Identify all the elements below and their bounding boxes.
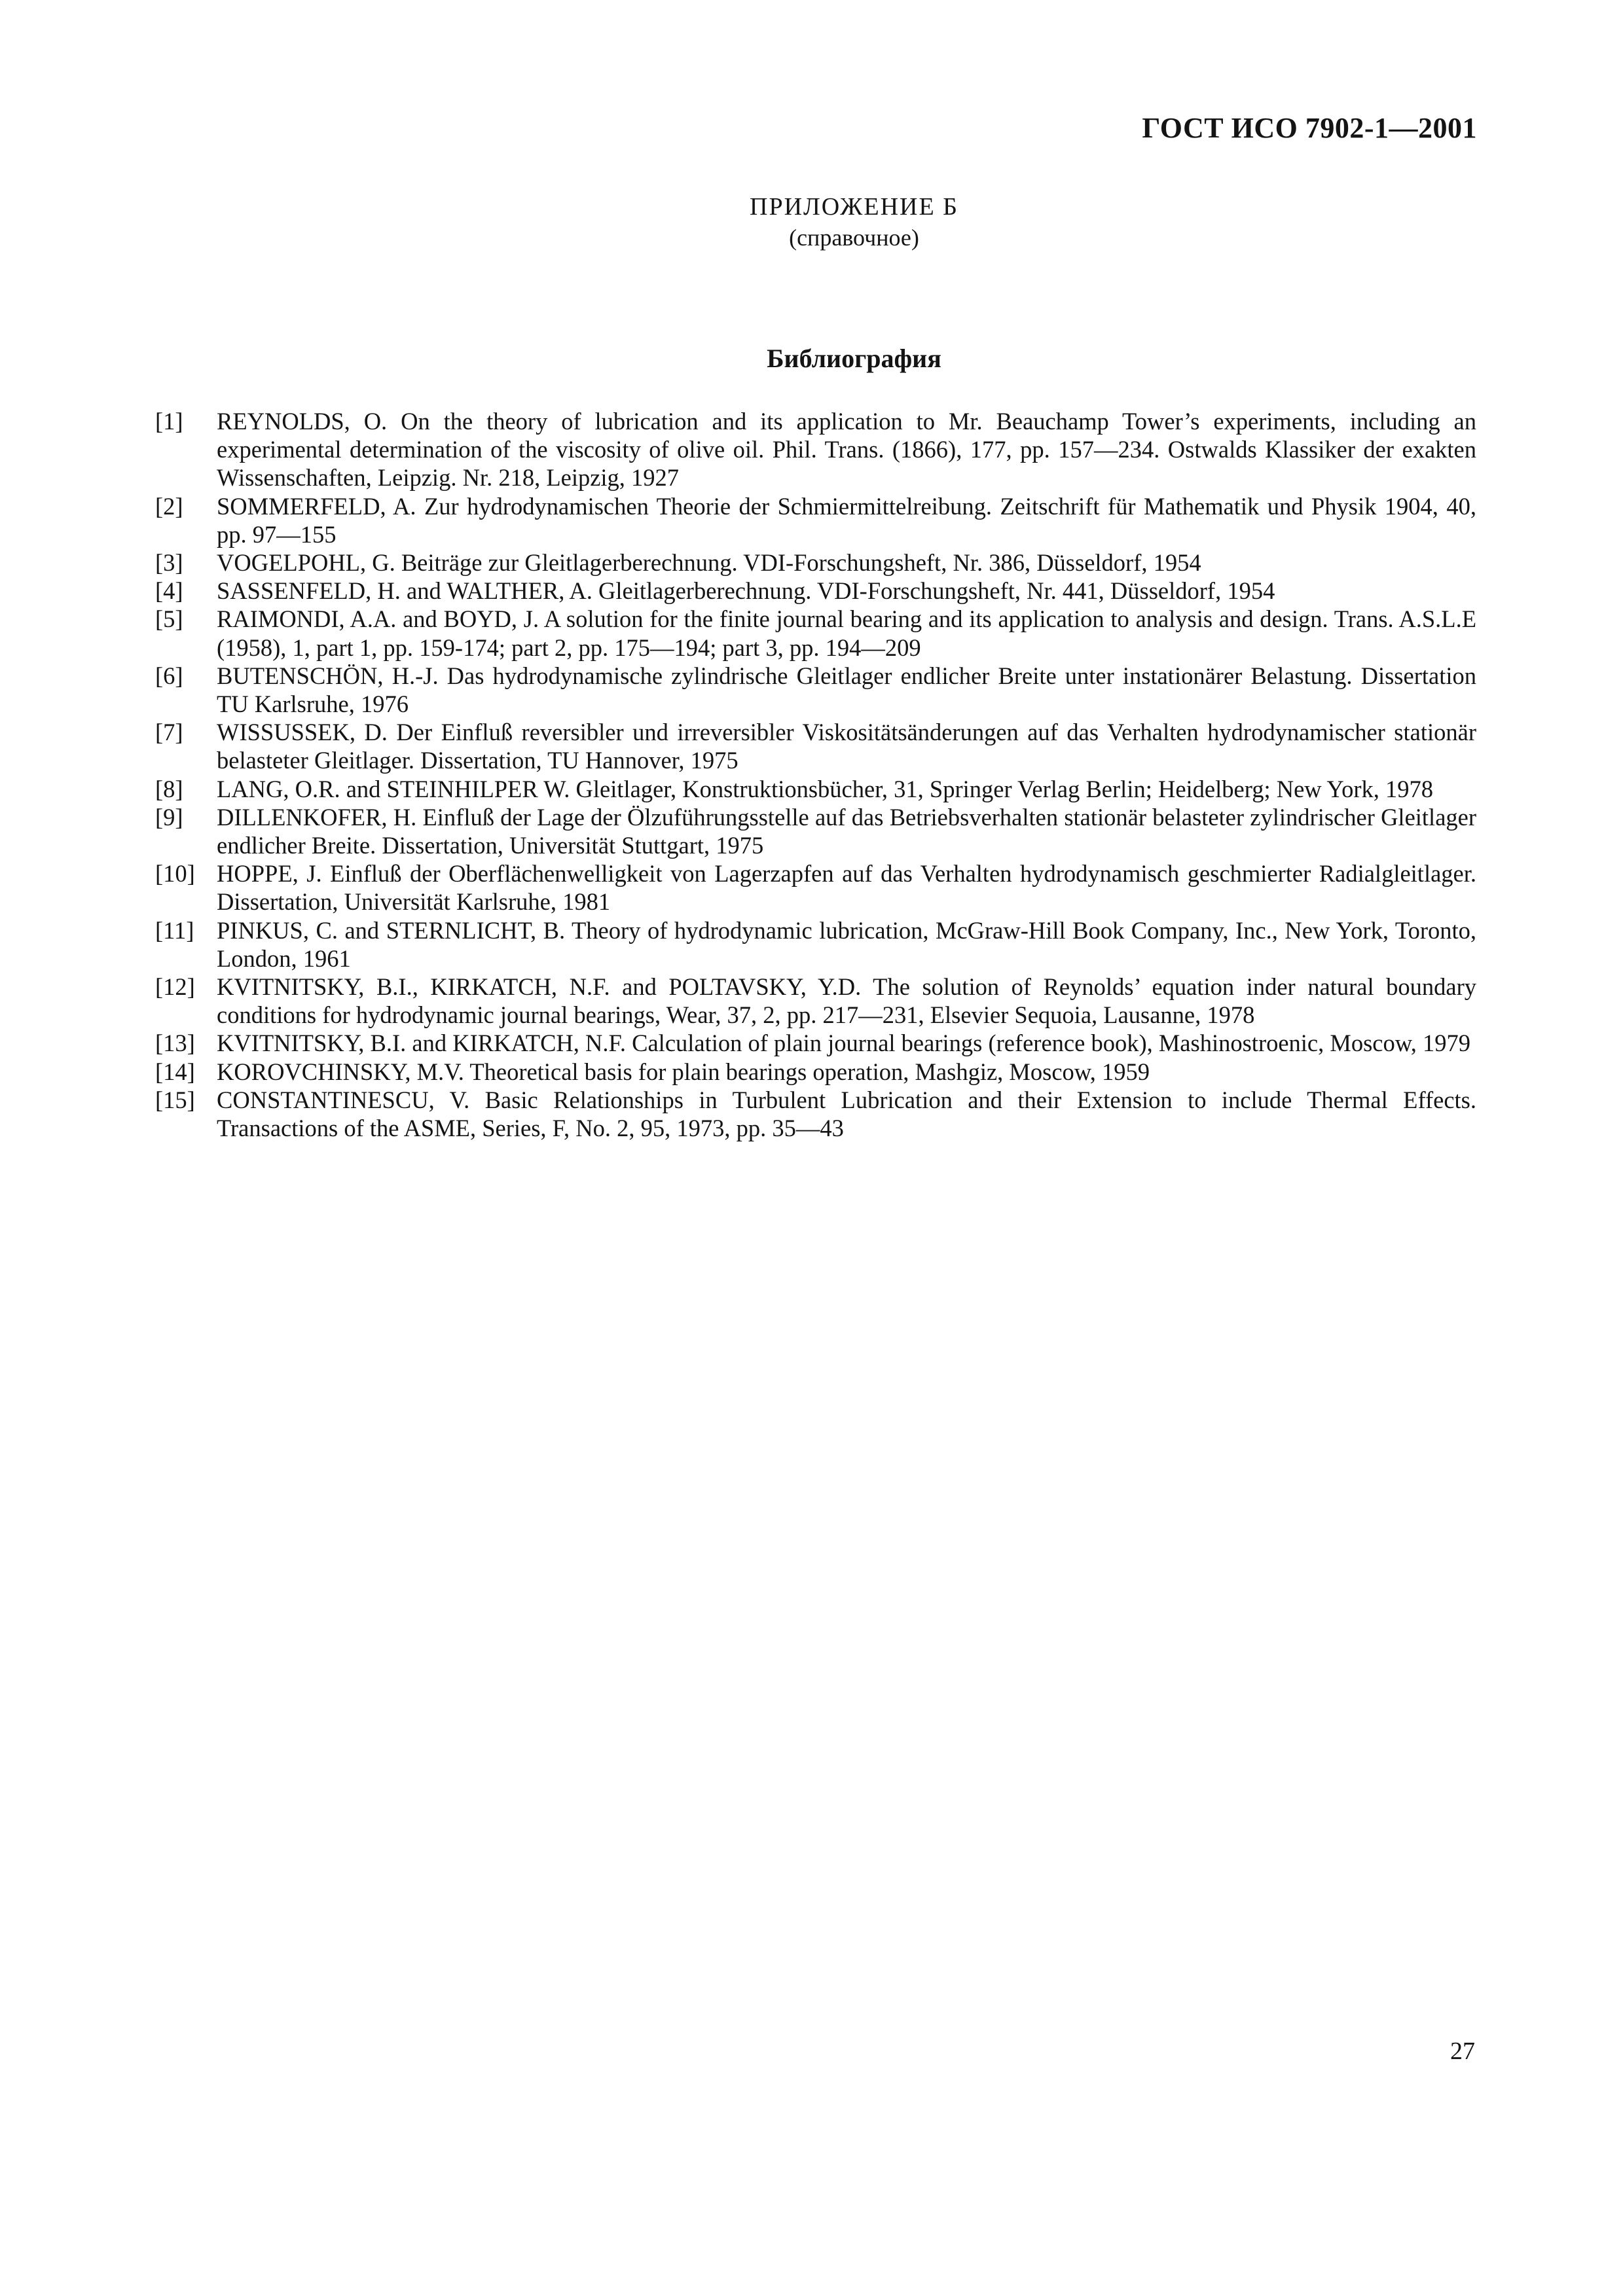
reference-text: KVITNITSKY, B.I. and KIRKATCH, N.F. Calculation of plain journal bearings (reference book), Mashinostroenic, Moscow, 1979 [217,1030,1470,1057]
reference-item [155,605,1476,661]
reference-number: [7] [155,719,183,746]
reference-text: REYNOLDS, O. On the theory of lubrication and its application to Mr. Beauchamp Tower’s experiments, including an experimental determination of the viscosity of olive oil. Phil. Trans. (1866), 177, pp. 157—234. Ostwalds Klassiker der exakten Wissenschaften, Leipzig. Nr. 218, Leipzig, 1927 [217,408,1476,492]
reference-item [155,407,1476,492]
annex-title: ПРИЛОЖЕНИЕ Б [750,193,958,221]
reference-number: [12] [155,973,195,1001]
reference-number: [4] [155,577,183,605]
reference-number: [14] [155,1058,195,1085]
reference-number: [13] [155,1030,195,1057]
reference-number: [9] [155,803,183,831]
reference-item [155,718,1476,774]
reference-item [155,492,1476,548]
reference-item [155,859,1476,916]
reference-item [155,1029,1476,1057]
bibliography-title: Библиография [767,344,941,373]
reference-text: RAIMONDI, A.A. and BOYD, J. A solution for the finite journal bearing and its application to analysis and design. Trans. A.S.L.E (1958), 1, part 1, pp. 159-174; part 2, pp. 175—194; part 3, pp. 194—209 [217,605,1476,661]
annex-subtitle: (справочное) [789,224,919,251]
reference-text: KOROVCHINSKY, M.V. Theoretical basis for plain bearings operation, Mashgiz, Moscow, 1959 [217,1058,1150,1085]
reference-text: HOPPE, J. Einfluß der Oberflächenwelligkeit von Lagerzapfen auf das Verhalten hydrodynamisch geschmierter Radialgleitlager. Dissertation, Universität Karlsruhe, 1981 [217,860,1476,916]
reference-item [155,775,1476,803]
reference-text: DILLENKOFER, H. Einfluß der Lage der Ölzuführungsstelle auf das Betriebsverhalten stationär belasteter zylindrischer Gleitlager endlicher Breite. Dissertation, Universität Stuttgart, 1975 [217,803,1476,859]
reference-number: [2] [155,492,183,520]
reference-text: KVITNITSKY, B.I., KIRKATCH, N.F. and POLTAVSKY, Y.D. The solution of Reynolds’ equation inder natural boundary conditions for hydrodynamic journal bearings, Wear, 37, 2, pp. 217—231, Elsevier Sequoia, Lausanne, 1978 [217,973,1476,1029]
reference-item [155,577,1476,605]
reference-number: [3] [155,549,183,577]
reference-number: [11] [155,916,194,944]
reference-item [155,973,1476,1029]
reference-text: PINKUS, C. and STERNLICHT, B. Theory of hydrodynamic lubrication, McGraw-Hill Book Company, Inc., New York, Toronto, London, 1961 [217,916,1476,972]
reference-number: [1] [155,408,183,435]
reference-number: [8] [155,775,183,802]
reference-number: [6] [155,662,183,689]
reference-item [155,916,1476,973]
reference-text: CONSTANTINESCU, V. Basic Relationships in Turbulent Lubrication and their Extension to include Thermal Effects. Transactions of the ASME, Series, F, No. 2, 95, 1973, pp. 35—43 [217,1086,1476,1142]
document-code-header: ГОСТ ИСО 7902-1—2001 [1142,112,1477,144]
annex-heading [0,191,1623,253]
page-number: 27 [1450,2037,1475,2065]
bibliography-list [155,407,1476,1142]
reference-item [155,1086,1476,1142]
reference-item [155,803,1476,859]
reference-item [155,1058,1476,1086]
reference-number: [15] [155,1086,195,1113]
reference-number: [5] [155,605,183,633]
reference-text: BUTENSCHÖN, H.-J. Das hydrodynamische zylindrische Gleitlager endlicher Breite unter instationärer Belastung. Dissertation TU Karlsruhe, 1976 [217,662,1476,718]
reference-text: SOMMERFELD, A. Zur hydrodynamischen Theorie der Schmiermittelreibung. Zeitschrift für Mathematik und Physik 1904, 40, pp. 97—155 [217,492,1476,548]
reference-text: WISSUSSEK, D. Der Einfluß reversibler und irreversibler Viskositätsänderungen auf das Verhalten hydrodynamischer stationär belasteter Gleitlager. Dissertation, TU Hannover, 1975 [217,719,1476,774]
reference-number: [10] [155,860,195,888]
reference-text: VOGELPOHL, G. Beiträge zur Gleitlagerberechnung. VDI-Forschungsheft, Nr. 386, Düsseldorf, 1954 [217,549,1201,577]
reference-item [155,662,1476,718]
reference-text: LANG, O.R. and STEINHILPER W. Gleitlager, Konstruktionsbücher, 31, Springer Verlag Berlin; Heidelberg; New York, 1978 [217,775,1434,802]
reference-item [155,548,1476,577]
reference-text: SASSENFELD, H. and WALTHER, A. Gleitlagerberechnung. VDI-Forschungsheft, Nr. 441, Düsseldorf, 1954 [217,577,1275,605]
